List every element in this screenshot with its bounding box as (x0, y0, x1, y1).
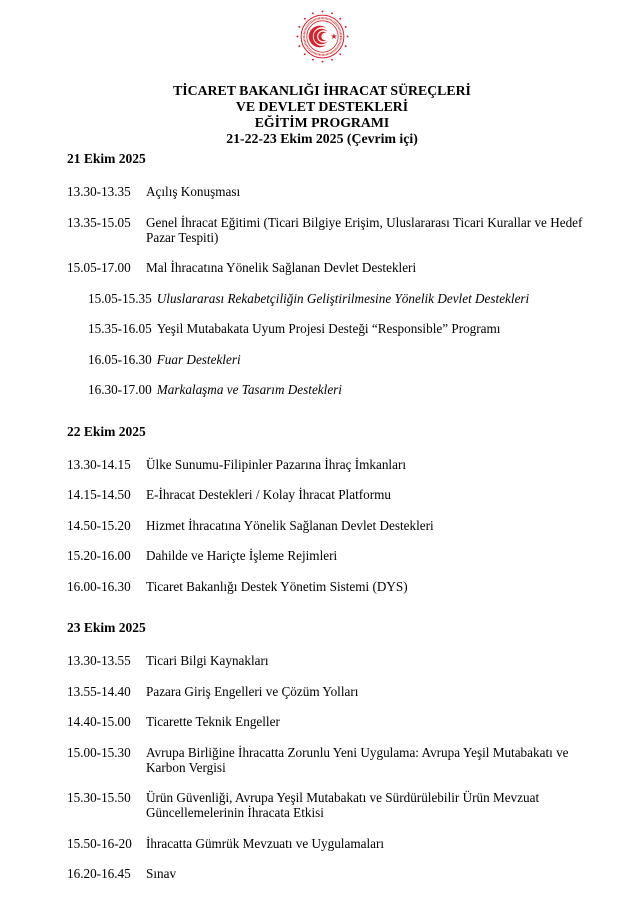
session-time: 15.00-15.30 (67, 744, 131, 760)
document-title (0, 83, 644, 147)
session-topic: Markalaşma ve Tasarım Destekleri (156, 382, 342, 397)
session-row (67, 518, 588, 533)
day-section (67, 609, 588, 897)
session-topic: İhracatta Gümrük Mevzuatı ve Uygulamaları (146, 835, 385, 851)
day-header: 22 Ekim 2025 (67, 423, 146, 439)
day-header: 23 Ekim 2025 (67, 620, 146, 635)
session-row (67, 321, 588, 336)
session-time: 16.30-17.00 (88, 382, 152, 397)
ministry-of-trade-seal-icon (294, 8, 351, 65)
day-header: 21 Ekim 2025 (67, 151, 146, 166)
session-row (67, 184, 588, 199)
session-topic: Dahilde ve Hariçte İşleme Rejimleri (146, 548, 338, 563)
session-topic: Fuar Destekleri (156, 351, 241, 367)
session-row (67, 352, 588, 367)
session-time: 13.30-13.35 (67, 184, 131, 199)
session-time: 15.05-15.35 (88, 290, 152, 306)
session-row (67, 653, 588, 668)
session-topic: E-İhracat Destekleri / Kolay İhracat Platformu (146, 487, 391, 502)
session-topic: Ürün Güvenliği, Avrupa Yeşil Mutabakatı ve Sürdürülebilir Ürün Mevzuat Güncellemelerinin İhracata Etkisi (146, 790, 540, 820)
session-list (67, 184, 588, 397)
session-time: 16.05-16.30 (88, 351, 152, 367)
title-line-3: EĞİTİM PROGRAMI (254, 115, 390, 130)
session-row (67, 579, 588, 594)
session-row (67, 790, 588, 820)
day-section (67, 413, 588, 610)
session-topic: Ticarette Teknik Engeller (146, 714, 280, 729)
session-topic: Ülke Sunumu-Filipinler Pazarına İhraç İmkanları (146, 456, 407, 472)
session-topic: Sınav (146, 866, 177, 881)
session-time: 16.00-16.30 (67, 578, 131, 594)
session-row (67, 291, 588, 306)
title-line-1: TİCARET BAKANLIĞI İHRACAT SÜREÇLERİ (173, 83, 471, 98)
session-row (67, 382, 588, 397)
schedule (0, 147, 644, 897)
title-line-2: VE DEVLET DESTEKLERİ (235, 99, 409, 114)
session-topic: Ticaret Bakanlığı Destek Yönetim Sistemi (DYS) (146, 578, 408, 594)
session-row (67, 714, 588, 729)
session-topic: Uluslararası Rekabetçiliğin Geliştirilmesine Yönelik Devlet Destekleri (156, 290, 530, 306)
day-section (67, 147, 588, 413)
session-topic: Yeşil Mutabakata Uyum Projesi Desteği “Responsible” Programı (156, 321, 501, 336)
session-topic: Mal İhracatına Yönelik Sağlanan Devlet Destekleri (146, 260, 417, 275)
session-time: 16.20-16.45 (67, 866, 131, 881)
session-row (67, 457, 588, 472)
session-row (67, 548, 588, 563)
session-topic: Ticari Bilgi Kaynakları (146, 653, 269, 668)
session-row (67, 260, 588, 275)
star-icon (330, 33, 336, 39)
session-row (67, 487, 588, 502)
session-row (67, 836, 588, 851)
session-row (67, 866, 588, 881)
session-time: 13.30-14.15 (67, 456, 131, 472)
session-topic: Genel İhracat Eğitimi (Ticari Bilgiye Erişim, Uluslararası Ticari Kurallar ve Hedef Pazar Tespiti) (146, 214, 583, 245)
session-list (67, 653, 588, 881)
session-topic: Hizmet İhracatına Yönelik Sağlanan Devlet Destekleri (146, 517, 434, 533)
session-topic: Avrupa Birliğine İhracatta Zorunlu Yeni Uygulama: Avrupa Yeşil Mutabakatı ve Karbon Vergisi (146, 744, 569, 775)
session-time: 15.35-16.05 (88, 321, 152, 336)
session-time: 13.30-13.55 (67, 653, 131, 668)
session-time: 15.20-16.00 (67, 548, 131, 563)
session-row (67, 684, 588, 699)
session-topic: Açılış Konuşması (146, 184, 241, 199)
session-time: 14.50-15.20 (67, 517, 131, 533)
session-time: 15.05-17.00 (67, 260, 131, 275)
session-time: 15.30-15.50 (67, 790, 131, 805)
session-row (67, 215, 588, 245)
session-topic: Pazara Giriş Engelleri ve Çözüm Yolları (146, 683, 359, 699)
session-time: 13.35-15.05 (67, 214, 131, 230)
title-line-4: 21-22-23 Ekim 2025 (Çevrim içi) (226, 131, 418, 146)
session-time: 14.40-15.00 (67, 714, 131, 729)
session-time: 15.50-16-20 (67, 835, 132, 851)
session-row (67, 745, 588, 775)
logo-container (0, 0, 644, 70)
session-list (67, 457, 588, 594)
session-time: 13.55-14.40 (67, 683, 131, 699)
session-time: 14.15-14.50 (67, 487, 131, 502)
